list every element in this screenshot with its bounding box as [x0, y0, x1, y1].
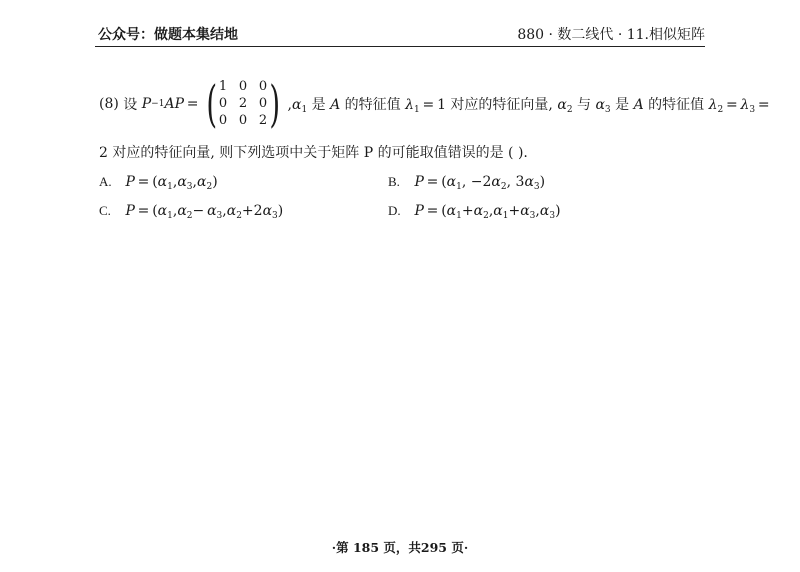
matrix-cell: 0	[238, 78, 248, 94]
matrix-cell: 1	[218, 78, 228, 94]
question-text-1: $,\alpha_1$ 是 A 的特征值 $\lambda_1 = 1$ 对应的特征向量, $\alpha_2$ 与 $\alpha_3$ 是 A 的特征值 $\lambda_2 = \lambda_3$ =	[287, 96, 770, 115]
matrix-cell: 2	[238, 95, 248, 111]
matrix-grid	[213, 79, 273, 130]
matrix: ( 1 0 0 0 2 0 0 0 2 )	[205, 75, 281, 133]
option-c-formula: $P = (\alpha_1,\alpha_2- \alpha_3,\alpha_2+2\alpha_3)$	[125, 203, 284, 221]
page-footer: ·第 185 页，共295 页·	[331, 540, 469, 555]
matrix-cell: 0	[218, 95, 228, 111]
question-line-1: (8) 设 P −1 AP = ( 1 0 0 0 2 0 0 0 2 ) $,\alpha_1$ 是 A 的特征值 $\lambda_1 = 1$ 对应的特征向量, $\alpha_2$ 与 $\alpha_3$ 是 A 的特征值 $\lambda_2 = \lambda_3$ =	[99, 75, 770, 133]
option-b	[388, 174, 545, 192]
matrix-cell: 0	[258, 78, 268, 94]
question-number: (8)	[99, 96, 119, 112]
option-a-label: A.	[99, 174, 112, 189]
option-d-formula: $P = (\alpha_1+\alpha_2,\alpha_1+\alpha_3,\alpha_3)$	[414, 203, 561, 221]
question-line-2: 2 对应的特征向量, 则下列选项中关于矩阵 P 的可能取值错误的是 ( ).	[99, 145, 528, 161]
option-c-label: C.	[99, 203, 111, 218]
option-a-formula: $P = (\alpha_1,\alpha_3,\alpha_2)$	[125, 174, 218, 192]
matrix-cell: 0	[238, 112, 248, 128]
option-c	[99, 203, 283, 221]
header-left: 公众号：做题本集结地	[98, 27, 238, 43]
matrix-cell: 0	[258, 95, 268, 111]
option-b-formula: $P = (\alpha_1$, $-2\alpha_2$, $3\alpha_3$)	[414, 174, 546, 192]
option-a	[99, 174, 218, 192]
header-right: 880 · 数二线代 · 11.相似矩阵	[517, 27, 705, 43]
option-d-label: D.	[388, 203, 401, 218]
option-b-label: B.	[388, 174, 400, 189]
option-d	[388, 203, 561, 221]
matrix-cell: 2	[258, 112, 268, 128]
question-prefix: 设	[123, 97, 138, 113]
page-header	[95, 20, 705, 47]
matrix-cell: 0	[218, 112, 228, 128]
